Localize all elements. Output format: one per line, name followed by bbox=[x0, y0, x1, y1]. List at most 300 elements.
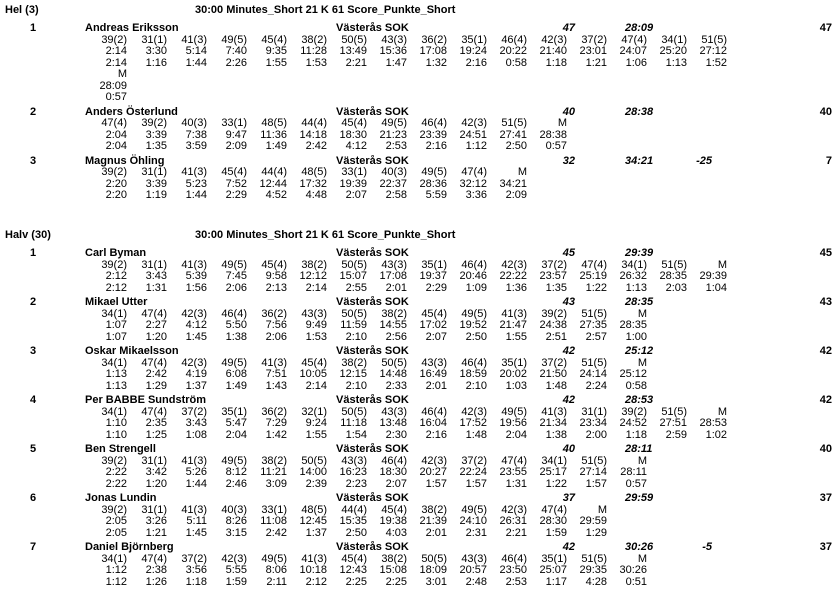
runner-time: 28:11 bbox=[625, 443, 653, 455]
control-code: 49(5) bbox=[261, 552, 287, 565]
split-time: 2:23 bbox=[345, 477, 367, 490]
control-code: 36(2) bbox=[261, 405, 287, 418]
split-time: 1:25 bbox=[145, 428, 167, 441]
cumulative-time: 12:44 bbox=[259, 177, 287, 190]
split-time: 1:45 bbox=[185, 526, 207, 539]
control-code: 37(2) bbox=[181, 405, 207, 418]
control-code: 38(2) bbox=[301, 33, 327, 46]
split-time: 4:12 bbox=[345, 140, 367, 152]
control-code: 42(3) bbox=[501, 258, 527, 271]
split-time: 2:04 bbox=[225, 428, 247, 441]
runner-score: 45 bbox=[562, 247, 575, 259]
control-code: 44(4) bbox=[261, 166, 287, 178]
control-code: 48(5) bbox=[301, 503, 327, 516]
cumulative-time: 13:49 bbox=[339, 45, 367, 57]
split-time: 2:42 bbox=[305, 140, 327, 152]
runner-total: 43 bbox=[819, 296, 832, 308]
split-time: 1:20 bbox=[145, 477, 167, 490]
split-time: 1:12 bbox=[105, 575, 127, 588]
control-code: 42(3) bbox=[541, 33, 567, 46]
runner-name: Per BABBE Sundström bbox=[85, 394, 207, 406]
split-time: 1:49 bbox=[225, 379, 247, 392]
runner-time: 28:09 bbox=[625, 22, 654, 34]
cumulative-time: 24:14 bbox=[579, 368, 607, 380]
cumulative-time: 27:35 bbox=[579, 319, 607, 331]
control-code: 50(5) bbox=[341, 405, 367, 418]
runner-place: 1 bbox=[29, 247, 37, 259]
cumulative-time: 19:38 bbox=[379, 515, 407, 527]
runner-score: 40 bbox=[562, 443, 575, 455]
cumulative-time: 32:12 bbox=[459, 177, 487, 190]
control-code: 51(5) bbox=[581, 454, 607, 467]
runner-place: 5 bbox=[29, 443, 37, 455]
cumulative-time: 28:53 bbox=[699, 417, 727, 429]
control-code: 41(3) bbox=[501, 307, 527, 320]
control-code: 31(1) bbox=[581, 405, 607, 418]
control-code: 37(2) bbox=[581, 33, 607, 46]
split-time: 2:20 bbox=[105, 189, 127, 201]
control-code: 47(4) bbox=[461, 166, 487, 178]
runner-score: 32 bbox=[562, 154, 575, 167]
split-time: 2:10 bbox=[345, 330, 367, 343]
cumulative-time: 5:55 bbox=[225, 564, 247, 576]
cumulative-time: 24:10 bbox=[459, 515, 487, 527]
split-time: 2:07 bbox=[425, 330, 447, 343]
control-code: 32(1) bbox=[301, 405, 327, 418]
split-time: 2:14 bbox=[105, 56, 127, 69]
split-time: 1:13 bbox=[625, 281, 647, 294]
control-code: 39(2) bbox=[541, 307, 567, 320]
split-time: 2:11 bbox=[266, 575, 287, 588]
runner-club: Västerås SOK bbox=[336, 154, 409, 167]
split-time: 1:26 bbox=[145, 575, 167, 588]
runner-score: 43 bbox=[562, 296, 575, 308]
cumulative-time: 8:12 bbox=[225, 466, 247, 478]
runner-time: 25:12 bbox=[625, 345, 654, 357]
runner-club: Västerås SOK bbox=[336, 22, 409, 34]
cumulative-time: 9:58 bbox=[265, 270, 287, 282]
control-code: 47(4) bbox=[101, 117, 127, 129]
cumulative-time: 11:59 bbox=[340, 319, 367, 331]
control-code: 38(2) bbox=[341, 356, 367, 369]
cumulative-time: 2:22 bbox=[105, 466, 127, 478]
runner-time: 28:38 bbox=[625, 105, 654, 118]
split-time: 2:58 bbox=[385, 189, 407, 201]
runner-time: 34:21 bbox=[625, 154, 654, 167]
runner-place: 3 bbox=[29, 154, 37, 167]
split-time: 1:37 bbox=[185, 379, 207, 392]
cumulative-time: 23:34 bbox=[579, 417, 607, 429]
cumulative-time: 29:39 bbox=[699, 270, 727, 282]
control-code: 37(2) bbox=[181, 552, 207, 565]
cumulative-time: 17:08 bbox=[379, 270, 407, 282]
split-time: 0:57 bbox=[625, 477, 647, 490]
cumulative-time: 27:14 bbox=[579, 466, 607, 478]
runner-time: 29:59 bbox=[625, 492, 654, 504]
split-time: 1:43 bbox=[265, 379, 287, 392]
section-course-header: 30:00 Minutes_Short 21 K 61 Score_Punkte_Short bbox=[195, 229, 456, 241]
control-code: M bbox=[597, 503, 607, 516]
split-time: 2:09 bbox=[505, 189, 527, 201]
cumulative-time: 20:27 bbox=[419, 466, 447, 478]
split-time: 0:51 bbox=[625, 575, 647, 588]
split-time: 2:07 bbox=[385, 477, 407, 490]
cumulative-time: 29:59 bbox=[579, 515, 607, 527]
section-class-name: Halv (30) bbox=[5, 229, 51, 241]
split-time: 1:18 bbox=[545, 56, 567, 69]
split-time: 0:58 bbox=[625, 379, 647, 392]
cumulative-time: 18:59 bbox=[459, 368, 487, 380]
control-code: 47(4) bbox=[141, 552, 167, 565]
split-time: 2:50 bbox=[505, 140, 527, 152]
runner-time: 30:26 bbox=[625, 541, 654, 553]
cumulative-time: 9:35 bbox=[265, 45, 287, 57]
split-time: 2:53 bbox=[385, 140, 407, 152]
cumulative-time: 11:21 bbox=[260, 466, 287, 478]
runner-score: 47 bbox=[562, 22, 575, 34]
cumulative-time: 2:38 bbox=[145, 564, 167, 576]
split-time: 1:35 bbox=[145, 140, 167, 152]
runner-place: 4 bbox=[29, 394, 37, 406]
cumulative-time: 7:38 bbox=[185, 128, 207, 141]
split-time: 2:51 bbox=[545, 330, 567, 343]
cumulative-time: 2:35 bbox=[145, 417, 167, 429]
split-time: 1:55 bbox=[265, 56, 287, 69]
control-code: 36(2) bbox=[261, 307, 287, 320]
cumulative-time: 7:51 bbox=[265, 368, 287, 380]
cumulative-time: 25:12 bbox=[619, 368, 647, 380]
runner-place: 6 bbox=[29, 492, 37, 504]
split-time: 1:29 bbox=[145, 379, 167, 392]
control-code: 50(5) bbox=[381, 356, 407, 369]
split-time: 1:02 bbox=[705, 428, 727, 441]
runner-club: Västerås SOK bbox=[336, 443, 409, 455]
cumulative-time: 27:12 bbox=[699, 45, 727, 57]
split-time: 2:53 bbox=[505, 575, 527, 588]
split-time: 3:15 bbox=[225, 526, 247, 539]
control-code: 43(3) bbox=[381, 258, 407, 271]
split-time: 1:19 bbox=[145, 189, 167, 201]
control-code: 31(1) bbox=[141, 258, 167, 271]
control-code: 43(3) bbox=[341, 454, 367, 467]
split-time: 1:29 bbox=[585, 526, 607, 539]
control-code: 48(5) bbox=[301, 166, 327, 178]
cumulative-time: 23:55 bbox=[499, 466, 527, 478]
control-code: 44(4) bbox=[341, 503, 367, 516]
runner-name: Carl Byman bbox=[85, 247, 147, 259]
cumulative-time: 15:08 bbox=[379, 564, 407, 576]
runner-name: Magnus Öhling bbox=[85, 154, 165, 167]
runner-total: 42 bbox=[819, 394, 832, 406]
control-code: M bbox=[637, 454, 647, 467]
split-time: 2:25 bbox=[345, 575, 367, 588]
split-time: 2:22 bbox=[105, 477, 127, 490]
split-time: 1:08 bbox=[185, 428, 207, 441]
split-time: 3:36 bbox=[465, 189, 487, 201]
cumulative-time: 6:08 bbox=[225, 368, 247, 380]
control-code: 50(5) bbox=[341, 258, 367, 271]
control-code: 37(2) bbox=[461, 454, 487, 467]
split-time: 2:16 bbox=[465, 56, 487, 69]
cumulative-time: 24:51 bbox=[459, 128, 487, 141]
control-code: M bbox=[557, 117, 567, 129]
control-code: 45(4) bbox=[421, 307, 447, 320]
control-code: 46(4) bbox=[501, 552, 527, 565]
runner-penalty: -25 bbox=[696, 154, 712, 167]
split-time: 4:28 bbox=[585, 575, 607, 588]
split-time: 1:47 bbox=[385, 56, 407, 69]
control-code: 49(5) bbox=[221, 356, 247, 369]
cumulative-time: 2:20 bbox=[105, 177, 127, 190]
cumulative-time: 7:29 bbox=[265, 417, 287, 429]
split-time: 4:03 bbox=[385, 526, 407, 539]
runner-score: 42 bbox=[562, 541, 575, 553]
split-time: 0:57 bbox=[105, 91, 127, 103]
split-time: 1:32 bbox=[425, 56, 447, 69]
cumulative-time: 21:50 bbox=[539, 368, 567, 380]
control-code: 50(5) bbox=[341, 307, 367, 320]
runner-name: Mikael Utter bbox=[85, 296, 148, 308]
control-code: 49(5) bbox=[421, 166, 447, 178]
split-time: 2:39 bbox=[305, 477, 327, 490]
split-time: 1:35 bbox=[545, 281, 567, 294]
cumulative-time: 18:30 bbox=[339, 128, 367, 141]
split-time: 1:18 bbox=[625, 428, 647, 441]
control-code: 47(4) bbox=[501, 454, 527, 467]
runner-club: Västerås SOK bbox=[336, 394, 409, 406]
control-code: M bbox=[637, 307, 647, 320]
control-code: 42(3) bbox=[501, 503, 527, 516]
control-code: 33(1) bbox=[261, 503, 287, 516]
split-time: 1:31 bbox=[145, 281, 167, 294]
split-time: 2:46 bbox=[225, 477, 247, 490]
cumulative-time: 17:08 bbox=[419, 45, 447, 57]
cumulative-time: 14:00 bbox=[299, 466, 327, 478]
split-time: 2:09 bbox=[225, 140, 247, 152]
control-code: 41(3) bbox=[261, 356, 287, 369]
split-time: 1:59 bbox=[545, 526, 567, 539]
cumulative-time: 15:36 bbox=[379, 45, 407, 57]
cumulative-time: 22:22 bbox=[499, 270, 527, 282]
control-code: M bbox=[637, 552, 647, 565]
cumulative-time: 26:31 bbox=[499, 515, 527, 527]
control-code: 34(1) bbox=[101, 405, 127, 418]
cumulative-time: 23:01 bbox=[579, 45, 607, 57]
control-code: 38(2) bbox=[381, 552, 407, 565]
split-time: 4:52 bbox=[265, 189, 287, 201]
cumulative-time: 29:35 bbox=[579, 564, 607, 576]
control-code: 31(1) bbox=[141, 454, 167, 467]
cumulative-time: 4:19 bbox=[185, 368, 207, 380]
cumulative-time: 19:52 bbox=[459, 319, 487, 331]
control-code: 36(2) bbox=[421, 33, 447, 46]
split-time: 2:10 bbox=[465, 379, 487, 392]
cumulative-time: 7:56 bbox=[265, 319, 287, 331]
split-time: 1:21 bbox=[145, 526, 167, 539]
control-code: 39(2) bbox=[621, 405, 647, 418]
split-time: 1:09 bbox=[465, 281, 487, 294]
cumulative-time: 3:39 bbox=[145, 177, 167, 190]
split-time: 1:56 bbox=[185, 281, 207, 294]
split-time: 2:31 bbox=[465, 526, 487, 539]
split-time: 1:57 bbox=[585, 477, 607, 490]
control-code: 50(5) bbox=[301, 454, 327, 467]
control-code: 38(2) bbox=[421, 503, 447, 516]
split-time: 1:52 bbox=[705, 56, 727, 69]
control-code: 45(4) bbox=[261, 258, 287, 271]
cumulative-time: 23:57 bbox=[539, 270, 567, 282]
split-time: 1:48 bbox=[545, 379, 567, 392]
cumulative-time: 25:20 bbox=[659, 45, 687, 57]
cumulative-time: 21:39 bbox=[419, 515, 447, 527]
split-time: 1:37 bbox=[305, 526, 327, 539]
control-code: 31(1) bbox=[141, 166, 167, 178]
cumulative-time: 12:12 bbox=[299, 270, 327, 282]
cumulative-time: 16:49 bbox=[419, 368, 447, 380]
cumulative-time: 3:30 bbox=[145, 45, 167, 57]
control-code: 51(5) bbox=[501, 117, 527, 129]
cumulative-time: 28:36 bbox=[419, 177, 447, 190]
split-time: 2:14 bbox=[305, 281, 327, 294]
split-time: 2:48 bbox=[465, 575, 487, 588]
cumulative-time: 23:39 bbox=[419, 128, 447, 141]
cumulative-time: 21:40 bbox=[539, 45, 567, 57]
control-code: M bbox=[637, 356, 647, 369]
control-code: 49(5) bbox=[501, 405, 527, 418]
cumulative-time: 1:12 bbox=[105, 564, 127, 576]
control-code: 43(3) bbox=[421, 356, 447, 369]
split-time: 1:16 bbox=[145, 56, 167, 69]
control-code: 35(1) bbox=[221, 405, 247, 418]
control-code: 33(1) bbox=[221, 117, 247, 129]
control-code: 35(1) bbox=[461, 33, 487, 46]
split-time: 5:59 bbox=[425, 189, 447, 201]
split-time: 2:29 bbox=[425, 281, 447, 294]
split-time: 1:44 bbox=[185, 189, 207, 201]
split-time: 3:59 bbox=[185, 140, 207, 152]
cumulative-time: 25:19 bbox=[579, 270, 607, 282]
control-code: 35(1) bbox=[541, 552, 567, 565]
control-code: 34(1) bbox=[101, 356, 127, 369]
cumulative-time: 25:07 bbox=[539, 564, 567, 576]
cumulative-time: 12:43 bbox=[339, 564, 367, 576]
cumulative-time: 5:39 bbox=[185, 270, 207, 282]
split-time: 2:14 bbox=[305, 379, 327, 392]
split-time: 1:00 bbox=[625, 330, 647, 343]
cumulative-time: 11:18 bbox=[340, 417, 367, 429]
runner-name: Jonas Lundin bbox=[85, 492, 157, 504]
control-code: 43(3) bbox=[461, 552, 487, 565]
cumulative-time: 15:07 bbox=[339, 270, 367, 282]
split-time: 2:12 bbox=[105, 281, 127, 294]
split-time: 2:42 bbox=[265, 526, 287, 539]
control-code: 42(3) bbox=[181, 356, 207, 369]
control-code: 44(4) bbox=[301, 117, 327, 129]
runner-total: 42 bbox=[819, 345, 832, 357]
cumulative-time: 21:47 bbox=[499, 319, 527, 331]
cumulative-time: 21:23 bbox=[379, 128, 407, 141]
split-time: 1:06 bbox=[625, 56, 647, 69]
control-code: 42(3) bbox=[221, 552, 247, 565]
cumulative-time: 21:34 bbox=[539, 417, 567, 429]
split-time: 2:16 bbox=[425, 428, 447, 441]
runner-time: 29:39 bbox=[625, 247, 654, 259]
control-code: 35(1) bbox=[501, 356, 527, 369]
split-time: 1:13 bbox=[105, 379, 127, 392]
control-code: 50(5) bbox=[421, 552, 447, 565]
cumulative-time: 3:39 bbox=[145, 128, 167, 141]
runner-name: Ben Strengell bbox=[85, 443, 156, 455]
control-code: 49(5) bbox=[461, 503, 487, 516]
split-time: 2:21 bbox=[345, 56, 367, 69]
split-time: 0:57 bbox=[545, 140, 567, 152]
runner-total: 40 bbox=[819, 443, 832, 455]
cumulative-time: 9:49 bbox=[305, 319, 327, 331]
split-time: 2:50 bbox=[345, 526, 367, 539]
runner-name: Daniel Björnberg bbox=[85, 541, 174, 553]
split-time: 2:05 bbox=[105, 526, 127, 539]
cumulative-time: 25:17 bbox=[539, 466, 567, 478]
cumulative-time: 3:42 bbox=[145, 466, 167, 478]
cumulative-time: 23:50 bbox=[499, 564, 527, 576]
control-code: 39(2) bbox=[101, 258, 127, 271]
control-code: 39(2) bbox=[101, 33, 127, 46]
cumulative-time: 28:11 bbox=[620, 466, 647, 478]
split-time: 2:57 bbox=[585, 330, 607, 343]
split-time: 1:55 bbox=[305, 428, 327, 441]
control-code: 47(4) bbox=[141, 307, 167, 320]
control-code: 47(4) bbox=[141, 356, 167, 369]
runner-place: 7 bbox=[29, 541, 37, 553]
split-time: 2:00 bbox=[585, 428, 607, 441]
split-time: 3:01 bbox=[425, 575, 447, 588]
control-code: 45(4) bbox=[341, 552, 367, 565]
control-code: 34(1) bbox=[621, 258, 647, 271]
runner-time: 28:35 bbox=[625, 296, 654, 308]
split-time: 1:42 bbox=[265, 428, 287, 441]
split-time: 2:10 bbox=[345, 379, 367, 392]
split-time: 1:45 bbox=[185, 330, 207, 343]
control-code: 35(1) bbox=[421, 258, 447, 271]
cumulative-time: 5:23 bbox=[185, 177, 207, 190]
cumulative-time: 19:39 bbox=[339, 177, 367, 190]
split-time: 2:04 bbox=[505, 428, 527, 441]
cumulative-time: 20:46 bbox=[459, 270, 487, 282]
split-time: 1:38 bbox=[225, 330, 247, 343]
control-code: 34(1) bbox=[541, 454, 567, 467]
runner-total: 37 bbox=[819, 541, 832, 553]
split-time: 2:24 bbox=[585, 379, 607, 392]
control-code: 39(2) bbox=[101, 166, 127, 178]
split-time: 1:31 bbox=[505, 477, 527, 490]
control-code: M bbox=[117, 68, 127, 80]
cumulative-time: 28:09 bbox=[99, 79, 127, 92]
control-code: M bbox=[717, 258, 727, 271]
control-code: 39(2) bbox=[101, 503, 127, 516]
control-code: 49(5) bbox=[221, 454, 247, 467]
cumulative-time: 9:47 bbox=[225, 128, 247, 141]
cumulative-time: 13:48 bbox=[379, 417, 407, 429]
split-time: 3:09 bbox=[265, 477, 287, 490]
split-time: 2:29 bbox=[225, 189, 247, 201]
cumulative-time: 5:11 bbox=[186, 515, 207, 527]
cumulative-time: 17:52 bbox=[459, 417, 487, 429]
cumulative-time: 28:35 bbox=[659, 270, 687, 282]
runner-place: 1 bbox=[29, 22, 37, 34]
control-code: 50(5) bbox=[341, 33, 367, 46]
cumulative-time: 14:48 bbox=[379, 368, 407, 380]
control-code: 42(3) bbox=[421, 454, 447, 467]
